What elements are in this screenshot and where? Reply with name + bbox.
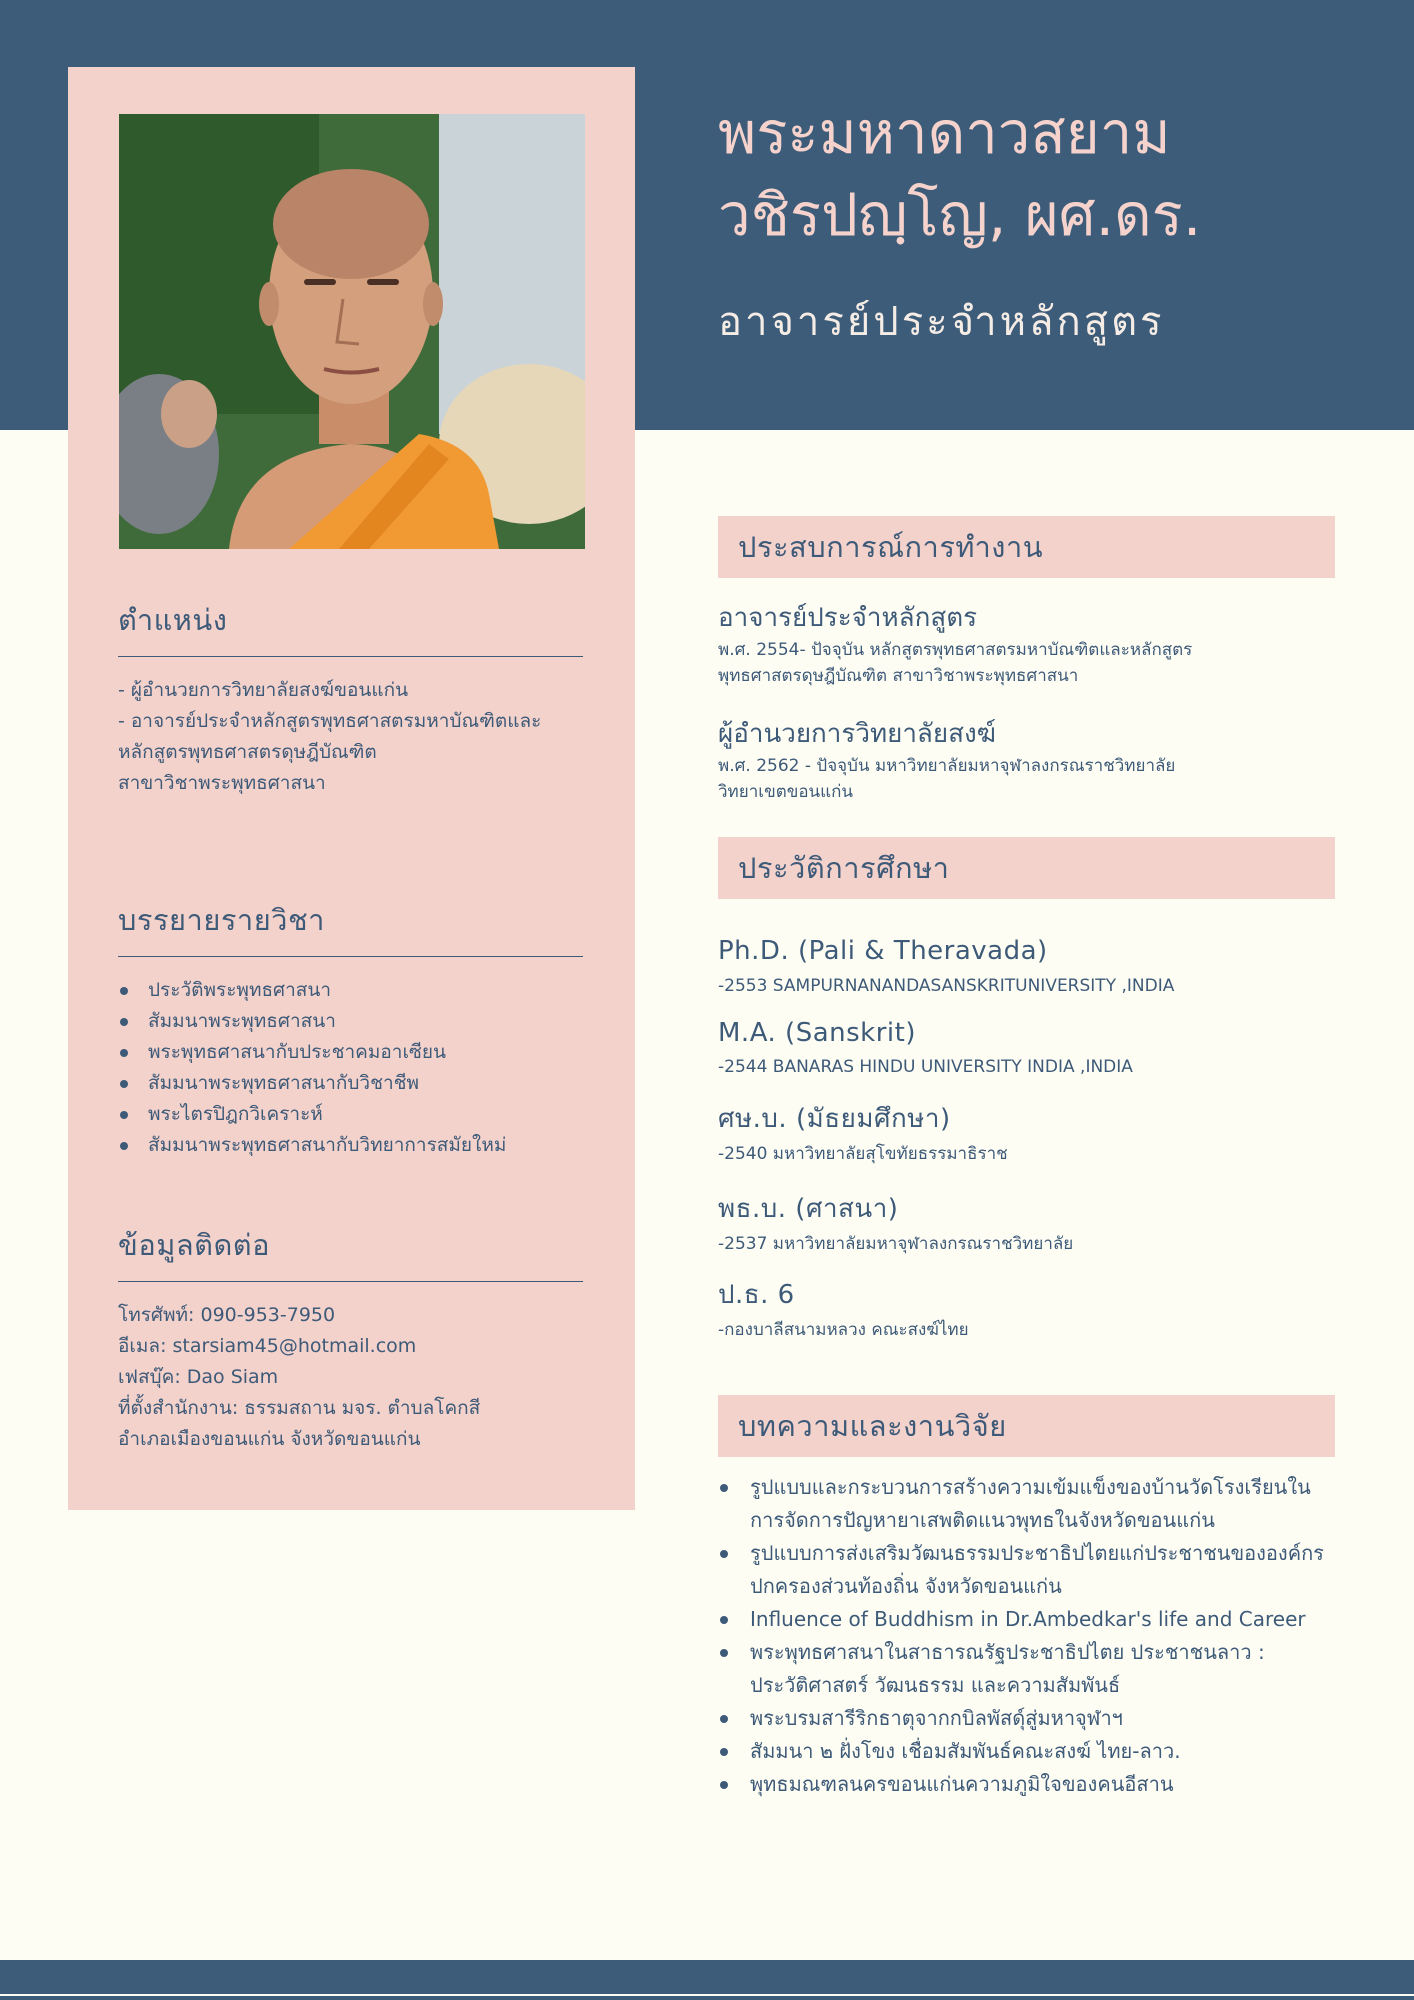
job-title: อาจารย์ประจำหลักสูตร (718, 603, 978, 633)
course-item: พระพุทธศาสนากับประชาคมอาเซียน (118, 1037, 583, 1068)
course-item: สัมมนาพระพุทธศาสนา (118, 1006, 583, 1037)
courses-section (118, 902, 583, 1161)
research-item: สัมมนา ๒ ฝั่งโขง เชื่อมสัมพันธ์คณะสงฆ์ ไทย-ลาว. (718, 1735, 1338, 1768)
contact-email: อีเมล: starsiam45@hotmail.com (118, 1335, 417, 1357)
contact-divider (118, 1281, 583, 1282)
course-item: สัมมนาพระพุทธศาสนากับวิชาชีพ (118, 1068, 583, 1099)
research-heading (718, 1395, 1335, 1457)
job-desc: พ.ศ. 2554- ปัจจุบัน หลักสูตรพุทธศาสตรมหาบัณฑิตและหลักสูตร (718, 640, 1193, 660)
edu-degree: ป.ธ. 6 (718, 1280, 795, 1310)
contact-facebook: เฟสบุ๊ค: Dao Siam (118, 1366, 279, 1388)
position-section (118, 602, 583, 799)
edu-degree: พธ.บ. (ศาสนา) (718, 1194, 899, 1224)
edu-detail: -2540 มหาวิทยาลัยสุโขทัยธรรมาธิราช (718, 1144, 1008, 1164)
position-heading: ตำแหน่ง (118, 603, 228, 637)
edu-detail: -2537 มหาวิทยาลัยมหาจุฬาลงกรณราชวิทยาลัย (718, 1234, 1074, 1254)
job-desc: วิทยาเขตขอนแก่น (718, 782, 854, 802)
edu-detail: -กองบาลีสนามหลวง คณะสงฆ์ไทย (718, 1320, 969, 1340)
position-line: สาขาวิชาพระพุทธศาสนา (118, 772, 326, 794)
name-line: วชิรปญฺโญ, ผศ.ดร. (718, 181, 1202, 249)
position-line: - ผู้อำนวยการวิทยาลัยสงฆ์ขอนแก่น (118, 679, 409, 701)
education-heading-text: ประวัติการศึกษา (738, 851, 950, 885)
position-divider (118, 656, 583, 657)
job-title: ผู้อำนวยการวิทยาลัยสงฆ์ (718, 719, 996, 749)
courses-heading: บรรยายรายวิชา (118, 903, 325, 937)
profile-photo (119, 114, 585, 549)
edu-degree: Ph.D. (Pali & Theravada) (718, 936, 1048, 966)
experience-heading (718, 516, 1335, 578)
position-line: - อาจารย์ประจำหลักสูตรพุทธศาสตรมหาบัณฑิตและ (118, 710, 542, 732)
research-heading-text: บทความและงานวิจัย (738, 1409, 1007, 1443)
contact-office: ที่ตั้งสำนักงาน: ธรรมสถาน มจร. ตำบลโคกสี (118, 1397, 481, 1419)
research-item: รูปแบบการส่งเสริมวัฒนธรรมประชาธิปไตยแก่ประชาชนขององค์กรปกครองส่วนท้องถิ่น จังหวัดขอนแก่น (718, 1537, 1338, 1603)
contact-section (118, 1227, 583, 1455)
person-name (718, 92, 1378, 256)
contact-phone: โทรศัพท์: 090-953-7950 (118, 1304, 336, 1326)
name-line: พระมหาดาวสยาม (718, 99, 1171, 167)
course-item: พระไตรปิฎกวิเคราะห์ (118, 1099, 583, 1130)
research-list (718, 1471, 1338, 1801)
person-title: อาจารย์ประจำหลักสูตร (718, 299, 1165, 345)
experience-heading-text: ประสบการณ์การทำงาน (738, 530, 1044, 564)
sidebar-panel (68, 67, 635, 1510)
edu-degree: ศษ.บ. (มัธยมศึกษา) (718, 1104, 951, 1134)
contact-office: อำเภอเมืองขอนแก่น จังหวัดขอนแก่น (118, 1428, 421, 1450)
research-item: Influence of Buddhism in Dr.Ambedkar's life and Career (718, 1603, 1338, 1636)
research-item: รูปแบบและกระบวนการสร้างความเข้มแข็งของบ้านวัดโรงเรียนในการจัดการปัญหายาเสพติดแนวพุทธในจังหวัดขอนแก่น (718, 1471, 1338, 1537)
edu-detail: -2544 BANARAS HINDU UNIVERSITY INDIA ,INDIA (718, 1057, 1133, 1077)
research-item: พระบรมสารีริกธาตุจากกบิลพัสดุ์สู่มหาจุฬาฯ (718, 1702, 1338, 1735)
edu-degree: M.A. (Sanskrit) (718, 1018, 916, 1048)
courses-list (118, 975, 583, 1161)
course-item: ประวัติพระพุทธศาสนา (118, 975, 583, 1006)
job-desc: พุทธศาสตรดุษฎีบัณฑิต สาขาวิชาพระพุทธศาสนา (718, 666, 1079, 686)
course-item: สัมมนาพระพุทธศาสนากับวิทยาการสมัยใหม่ (118, 1130, 583, 1161)
courses-divider (118, 956, 583, 957)
education-heading (718, 837, 1335, 899)
contact-heading: ข้อมูลติดต่อ (118, 1228, 271, 1262)
position-line: หลักสูตรพุทธศาสตรดุษฎีบัณฑิต (118, 741, 377, 763)
research-item: พุทธมณฑลนครขอนแก่นความภูมิใจของคนอีสาน (718, 1768, 1338, 1801)
edu-detail: -2553 SAMPURNANANDASANSKRITUNIVERSITY ,INDIA (718, 976, 1175, 996)
footer-line (0, 1994, 1414, 1996)
job-desc: พ.ศ. 2562 - ปัจจุบัน มหาวิทยาลัยมหาจุฬาลงกรณราชวิทยาลัย (718, 756, 1176, 776)
research-item: พระพุทธศาสนาในสาธารณรัฐประชาธิปไตย ประชาชนลาว : ประวัติศาสตร์ วัฒนธรรม และความสัมพันธ์ (718, 1636, 1338, 1702)
